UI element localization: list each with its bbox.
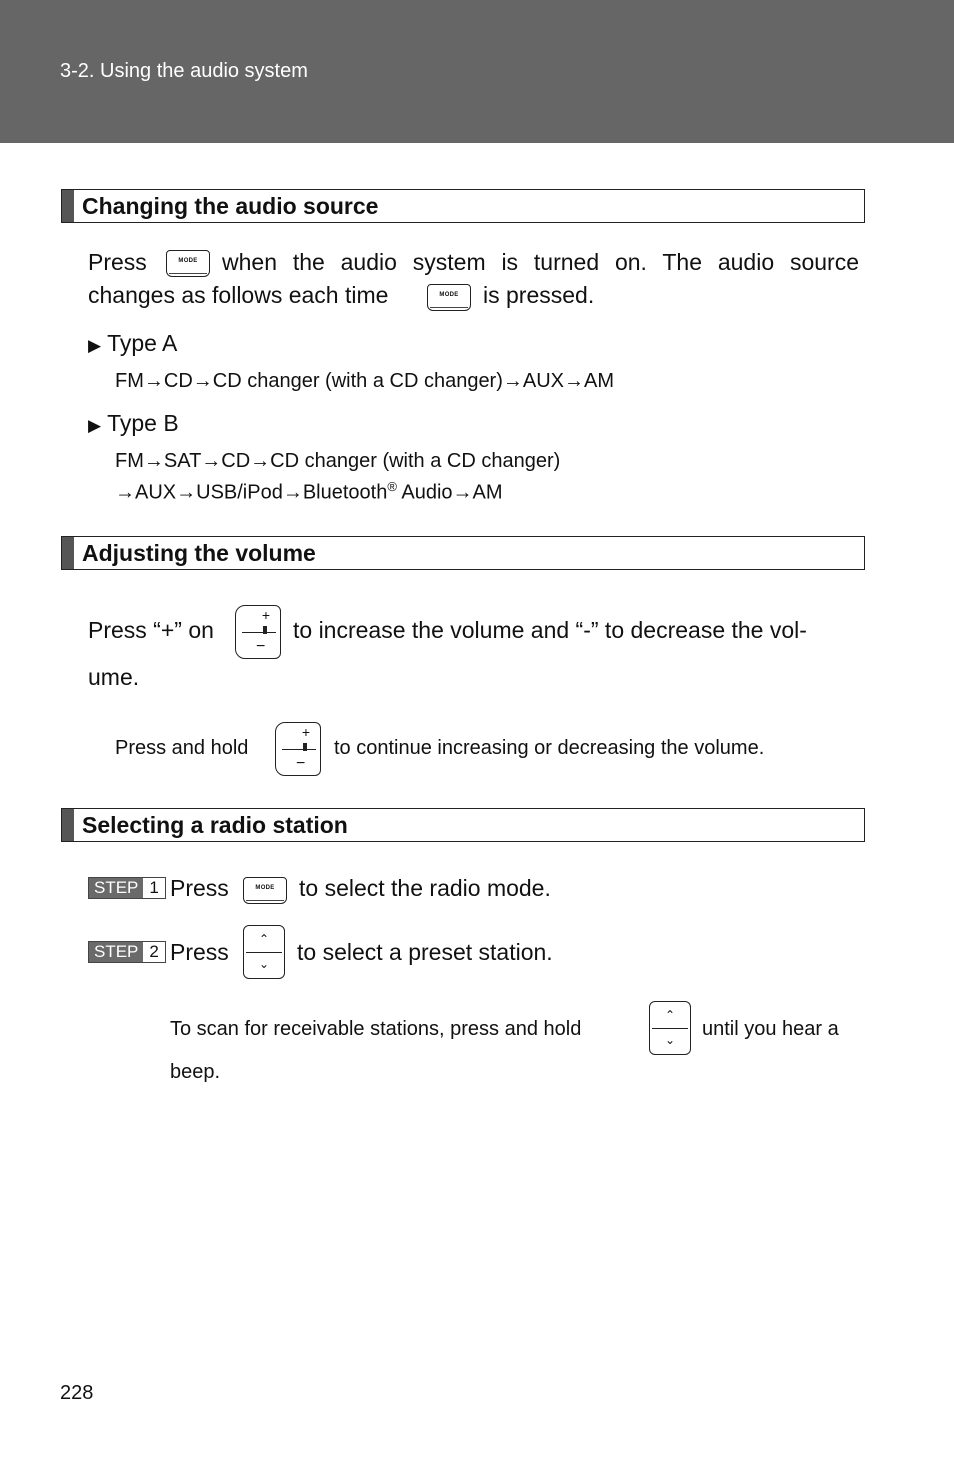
mode-button-icon: MODE: [166, 250, 210, 277]
type-b-seq-part-1: →AUX→USB/iPod→Bluetooth: [115, 481, 388, 504]
step-1-text-2: to select the radio mode.: [299, 875, 551, 901]
seek-switch-icon: [649, 1001, 691, 1055]
mode-button-icon: MODE: [427, 284, 471, 311]
type-b-sequence-line-2: [115, 479, 503, 505]
volume-text-2: to increase the volume and “-” to decrease the vol-: [293, 617, 807, 643]
step-2-badge: [88, 941, 166, 963]
type-b-label: Type B: [107, 410, 179, 436]
breadcrumb: 3-2. Using the audio system: [60, 60, 308, 82]
type-b-heading: [88, 407, 179, 442]
section-title: Selecting a radio station: [82, 812, 348, 838]
plus-icon: +: [261, 607, 270, 623]
registered-mark: ®: [387, 479, 397, 494]
type-b-seq-part-2: Audio→AM: [396, 481, 503, 504]
seek-switch-icon: [243, 925, 285, 979]
volume-switch-icon: [275, 722, 321, 776]
radio-note-1: To scan for receivable stations, press and hold: [170, 1018, 582, 1040]
step-number: 2: [143, 942, 164, 962]
step-label: STEP: [89, 942, 143, 962]
type-a-heading: [88, 327, 177, 362]
volume-switch-icon: [235, 605, 281, 659]
type-a-sequence: FM→CD→CD changer (with a CD changer)→AUX→AM: [115, 370, 615, 392]
section-header-audio-source: [61, 189, 865, 223]
volume-text-1: Press “+” on: [88, 617, 214, 643]
mode-button-icon: MODE: [243, 877, 287, 904]
audio-source-text-2: when the audio system is turned on. The audio source: [222, 249, 859, 275]
up-arrow-icon: ⌃: [664, 1008, 676, 1022]
up-arrow-icon: ⌃: [258, 932, 270, 946]
volume-note-1: Press and hold: [115, 737, 249, 759]
type-b-sequence-line-1: FM→SAT→CD→CD changer (with a CD changer): [115, 450, 561, 472]
volume-note-2: to continue increasing or decreasing the volume.: [334, 737, 765, 759]
section-title: Adjusting the volume: [82, 540, 316, 566]
triangle-bullet-icon: ▶: [88, 416, 102, 435]
radio-note-3: beep.: [170, 1061, 221, 1083]
type-a-label: Type A: [107, 330, 178, 356]
step-2-text-2: to select a preset station.: [297, 939, 553, 965]
plus-icon: +: [301, 724, 310, 740]
audio-source-text-3: changes as follows each time: [88, 282, 389, 308]
step-2-text-1: Press: [170, 939, 229, 965]
down-arrow-icon: ⌄: [664, 1033, 676, 1047]
down-arrow-icon: ⌄: [258, 957, 270, 971]
step-number: 1: [143, 878, 164, 898]
step-1-badge: [88, 877, 166, 899]
section-header-volume: [61, 536, 865, 570]
radio-note-2: until you hear a: [702, 1018, 839, 1040]
minus-icon: −: [256, 638, 266, 655]
triangle-bullet-icon: ▶: [88, 336, 102, 355]
volume-text-3: ume.: [88, 664, 140, 690]
audio-source-text-4: is pressed.: [483, 282, 595, 308]
step-label: STEP: [89, 878, 143, 898]
minus-icon: −: [296, 755, 306, 772]
page-header: [0, 0, 954, 143]
section-header-radio: [61, 808, 865, 842]
step-1-text-1: Press: [170, 875, 229, 901]
page-number: 228: [60, 1382, 94, 1404]
section-title: Changing the audio source: [82, 193, 379, 219]
audio-source-text-1: Press: [88, 249, 147, 275]
